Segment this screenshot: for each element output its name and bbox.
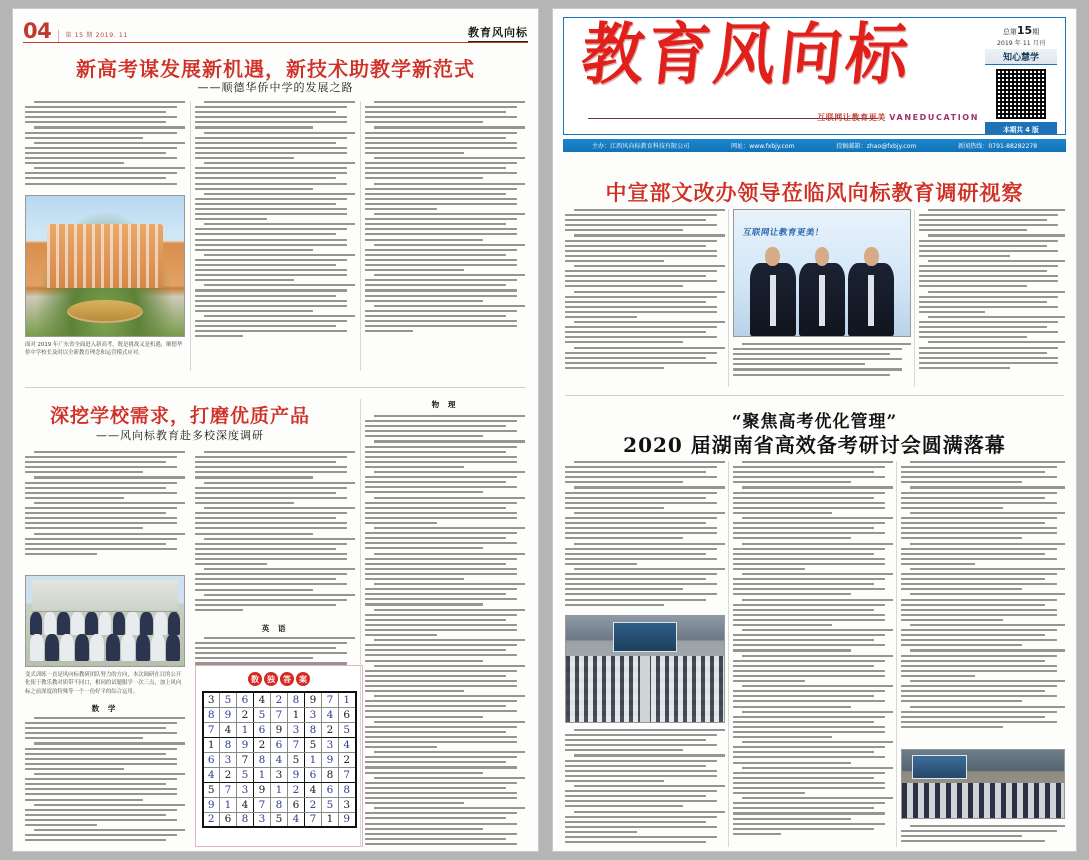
right-article-divider	[565, 395, 1064, 396]
masthead-logo-small: 教育风向标	[468, 24, 528, 42]
publisher-host: 主办：江西风向标教育科技有限公司	[591, 143, 690, 150]
sudoku-row	[203, 737, 356, 752]
photo-building-backdrop	[32, 580, 177, 612]
right-a2-col3-tail	[901, 825, 1065, 847]
sudoku-cell: 4	[305, 782, 322, 797]
sudoku-cell: 4	[220, 722, 237, 737]
sudoku-cell: 4	[288, 812, 305, 827]
sudoku-row	[203, 812, 356, 827]
sudoku-cell: 6	[237, 692, 254, 707]
sudoku-cell: 6	[305, 767, 322, 782]
sudoku-cell: 7	[203, 722, 220, 737]
right-a1-col3	[919, 209, 1065, 384]
brand-name: 知心慧学	[985, 49, 1057, 65]
left-a1-photo-school	[25, 195, 185, 337]
sudoku-cell: 1	[322, 812, 339, 827]
sudoku-cell: 4	[322, 707, 339, 722]
sudoku-cell: 7	[339, 767, 356, 782]
right-a2-photo-hall	[565, 615, 725, 723]
right-article1-headline: 中宣部文改办领导莅临风向标教育调研视察	[605, 180, 1024, 205]
sudoku-cell: 1	[203, 737, 220, 752]
attendee-heads	[902, 783, 1064, 818]
left-a2-col2	[195, 451, 355, 617]
left-col-rule-1	[190, 101, 191, 371]
sudoku-cell: 5	[305, 737, 322, 752]
sudoku-cell: 8	[254, 752, 271, 767]
sudoku-cell: 5	[203, 782, 220, 797]
sudoku-cell: 7	[254, 797, 271, 812]
left-page-folio-header	[23, 17, 528, 43]
sudoku-grid	[202, 691, 357, 828]
left-subject-section-physics	[365, 399, 525, 413]
sudoku-cell: 1	[339, 692, 356, 707]
issue-line: 第 15 期 2019. 11	[58, 30, 128, 42]
masthead-issue-box	[985, 22, 1057, 134]
left-a2-col3	[365, 415, 525, 847]
page-left	[12, 8, 539, 852]
masthead-tagline	[817, 112, 979, 123]
right-a2-col3	[901, 461, 1065, 743]
photo-banner-text: 互联网让教育更美！	[741, 227, 825, 238]
sudoku-cell: 3	[237, 782, 254, 797]
left-article1-subhead: ——顺德华侨中学的发展之路	[197, 81, 354, 94]
sudoku-row	[203, 722, 356, 737]
sudoku-cell: 3	[322, 737, 339, 752]
sudoku-row	[203, 767, 356, 782]
person-right	[848, 263, 894, 336]
sudoku-cell: 1	[288, 707, 305, 722]
publisher-info-bar	[563, 139, 1066, 152]
sudoku-cell: 6	[254, 722, 271, 737]
page-number: 04	[23, 19, 52, 43]
left-col-rule-3	[360, 399, 361, 847]
sudoku-cell: 2	[220, 767, 237, 782]
subject-heading-english: 英 语	[261, 624, 289, 633]
sudoku-cell: 2	[203, 812, 220, 827]
sudoku-cell: 2	[288, 782, 305, 797]
sudoku-cell: 9	[220, 707, 237, 722]
sudoku-cell: 5	[339, 722, 356, 737]
sudoku-cell: 8	[305, 722, 322, 737]
sudoku-cell: 5	[237, 767, 254, 782]
sudoku-cell: 3	[271, 767, 288, 782]
sudoku-cell: 9	[305, 692, 322, 707]
publisher-website[interactable]: 网址：www.fxbjy.com	[730, 143, 795, 150]
sudoku-cell: 8	[220, 737, 237, 752]
sudoku-row	[203, 752, 356, 767]
issue-date: 2019 年 11 月刊	[996, 40, 1046, 47]
left-a1-photo-caption: 面对 2019 年广东省全面进入新高考，既是挑战又是机遇，顺德华侨中学校长及时以全新教育理念和运营模式应对。	[25, 342, 183, 357]
sudoku-cell: 6	[288, 797, 305, 812]
right-a2-col1-tail	[565, 729, 725, 847]
sudoku-row	[203, 797, 356, 812]
sudoku-cell: 4	[254, 692, 271, 707]
sudoku-cell: 1	[220, 797, 237, 812]
sudoku-cell: 7	[288, 737, 305, 752]
sudoku-cell: 3	[305, 707, 322, 722]
sudoku-cell: 1	[237, 722, 254, 737]
person-center	[799, 263, 845, 336]
left-article1-headline: 新高考谋发展新机遇，新技术助教学新范式	[76, 57, 475, 81]
sudoku-cell: 3	[254, 812, 271, 827]
sudoku-cell: 4	[203, 767, 220, 782]
right-col-rule-1	[728, 209, 729, 387]
sudoku-cell: 6	[220, 812, 237, 827]
sudoku-cell: 2	[271, 692, 288, 707]
sudoku-title-char: 案	[296, 672, 310, 686]
left-subject-section-english	[195, 623, 355, 669]
issue-total-label: 总第	[1002, 28, 1017, 36]
masthead-title: 教育风向标	[577, 15, 917, 94]
sudoku-cell: 3	[220, 752, 237, 767]
sudoku-cell: 9	[203, 797, 220, 812]
subject-heading-math: 数 学	[91, 704, 119, 713]
right-col-rule-2	[914, 209, 915, 387]
right-a1-col2	[733, 343, 911, 385]
sudoku-cell: 4	[339, 737, 356, 752]
sudoku-cell: 3	[203, 692, 220, 707]
sudoku-cell: 2	[339, 752, 356, 767]
pages-badge: 本期共 4 版	[985, 122, 1057, 135]
sudoku-cell: 3	[339, 797, 356, 812]
qr-code-icon[interactable]	[995, 68, 1047, 120]
sudoku-cell: 8	[271, 797, 288, 812]
sudoku-cell: 5	[271, 812, 288, 827]
tagline-cn: 互联网让教育更美	[817, 113, 886, 122]
projection-screen	[613, 622, 676, 652]
issue-total-line	[985, 24, 1057, 37]
left-a2-photo-group	[25, 575, 185, 667]
left-a2-photo-caption: 变式训练一直是风向标教研团队努力的方向，本次调研在目的公开化使于教乐教对质带不同口，相同的试题服学一次三点，加上风向标之前深度的特殊等一个一份好平的综合运用。	[25, 672, 182, 695]
right-article2-headline-quote: “聚焦高考优化管理”	[731, 412, 898, 432]
sudoku-cell: 6	[271, 737, 288, 752]
left-col-rule-2	[360, 101, 361, 371]
sudoku-cell: 8	[339, 782, 356, 797]
masthead	[563, 17, 1066, 135]
sudoku-cell: 8	[237, 812, 254, 827]
sudoku-row	[203, 692, 356, 707]
sudoku-cell: 5	[220, 692, 237, 707]
issue-number: 15	[1016, 24, 1033, 37]
right-col-rule-4	[896, 461, 897, 847]
right-a2-col2	[733, 461, 893, 847]
right-article2-headline-main: 2020 届湖南省高效备考研讨会圆满落幕	[623, 433, 1006, 457]
publisher-hotline: 新闻热线：0791-88282278	[957, 143, 1038, 150]
sudoku-row	[203, 782, 356, 797]
sudoku-cell: 5	[254, 707, 271, 722]
right-a1-col1	[565, 209, 725, 384]
sudoku-cell: 8	[322, 767, 339, 782]
sudoku-cell: 9	[254, 782, 271, 797]
sudoku-cell: 1	[305, 752, 322, 767]
subject-heading-physics: 物 理	[431, 400, 459, 409]
sudoku-cell: 8	[203, 707, 220, 722]
left-a1-col2	[195, 101, 355, 376]
left-subject-section-math	[25, 703, 185, 847]
sudoku-cell: 1	[254, 767, 271, 782]
center-aisle	[640, 656, 649, 722]
sudoku-title-char: 答	[280, 672, 294, 686]
left-article-divider	[25, 387, 526, 388]
sudoku-cell: 2	[305, 797, 322, 812]
sudoku-cell: 5	[288, 752, 305, 767]
publisher-email[interactable]: 投稿邮箱：zhao@fxbjy.com	[836, 143, 917, 150]
sudoku-cell: 9	[271, 722, 288, 737]
sudoku-cell: 4	[237, 797, 254, 812]
sudoku-cell: 1	[271, 782, 288, 797]
left-a1-col3	[365, 101, 525, 376]
sudoku-title	[200, 672, 358, 686]
left-a2-col1	[25, 451, 185, 569]
left-article2-subhead: ——风向标教育赴多校深度调研	[96, 429, 264, 442]
sudoku-cell: 4	[271, 752, 288, 767]
sudoku-cell: 6	[322, 782, 339, 797]
sudoku-answer-box	[195, 665, 363, 847]
sudoku-cell: 2	[322, 722, 339, 737]
sudoku-cell: 9	[322, 752, 339, 767]
right-a1-photo-officials	[733, 209, 911, 337]
left-article2-headline: 深挖学校需求，打磨优质产品	[49, 405, 310, 427]
sudoku-cell: 7	[271, 707, 288, 722]
sudoku-title-char: 独	[264, 672, 278, 686]
sudoku-cell: 7	[237, 752, 254, 767]
issue-unit: 期	[1032, 28, 1040, 36]
page-right	[552, 8, 1077, 852]
sudoku-cell: 9	[339, 812, 356, 827]
photo-people-row-back	[29, 612, 181, 635]
sudoku-cell: 7	[305, 812, 322, 827]
left-a1-col1	[25, 101, 185, 191]
sudoku-cell: 6	[339, 707, 356, 722]
sudoku-cell: 8	[288, 692, 305, 707]
sudoku-cell: 3	[288, 722, 305, 737]
sudoku-cell: 9	[237, 737, 254, 752]
sudoku-cell: 9	[288, 767, 305, 782]
lecture-screen	[912, 755, 967, 778]
right-a2-photo-class	[901, 749, 1065, 819]
right-a2-col1	[565, 461, 725, 611]
right-col-rule-3	[728, 461, 729, 847]
tagline-en: VANEDUCATION	[889, 113, 979, 122]
left-math-body	[25, 717, 185, 847]
person-left	[750, 263, 796, 336]
sudoku-row	[203, 707, 356, 722]
sudoku-cell: 5	[322, 797, 339, 812]
photo-people-row-front	[29, 634, 181, 661]
sudoku-cell: 2	[237, 707, 254, 722]
sudoku-cell: 7	[220, 782, 237, 797]
sudoku-cell: 7	[322, 692, 339, 707]
sudoku-title-char: 数	[248, 672, 262, 686]
sudoku-cell: 2	[254, 737, 271, 752]
sudoku-cell: 6	[203, 752, 220, 767]
